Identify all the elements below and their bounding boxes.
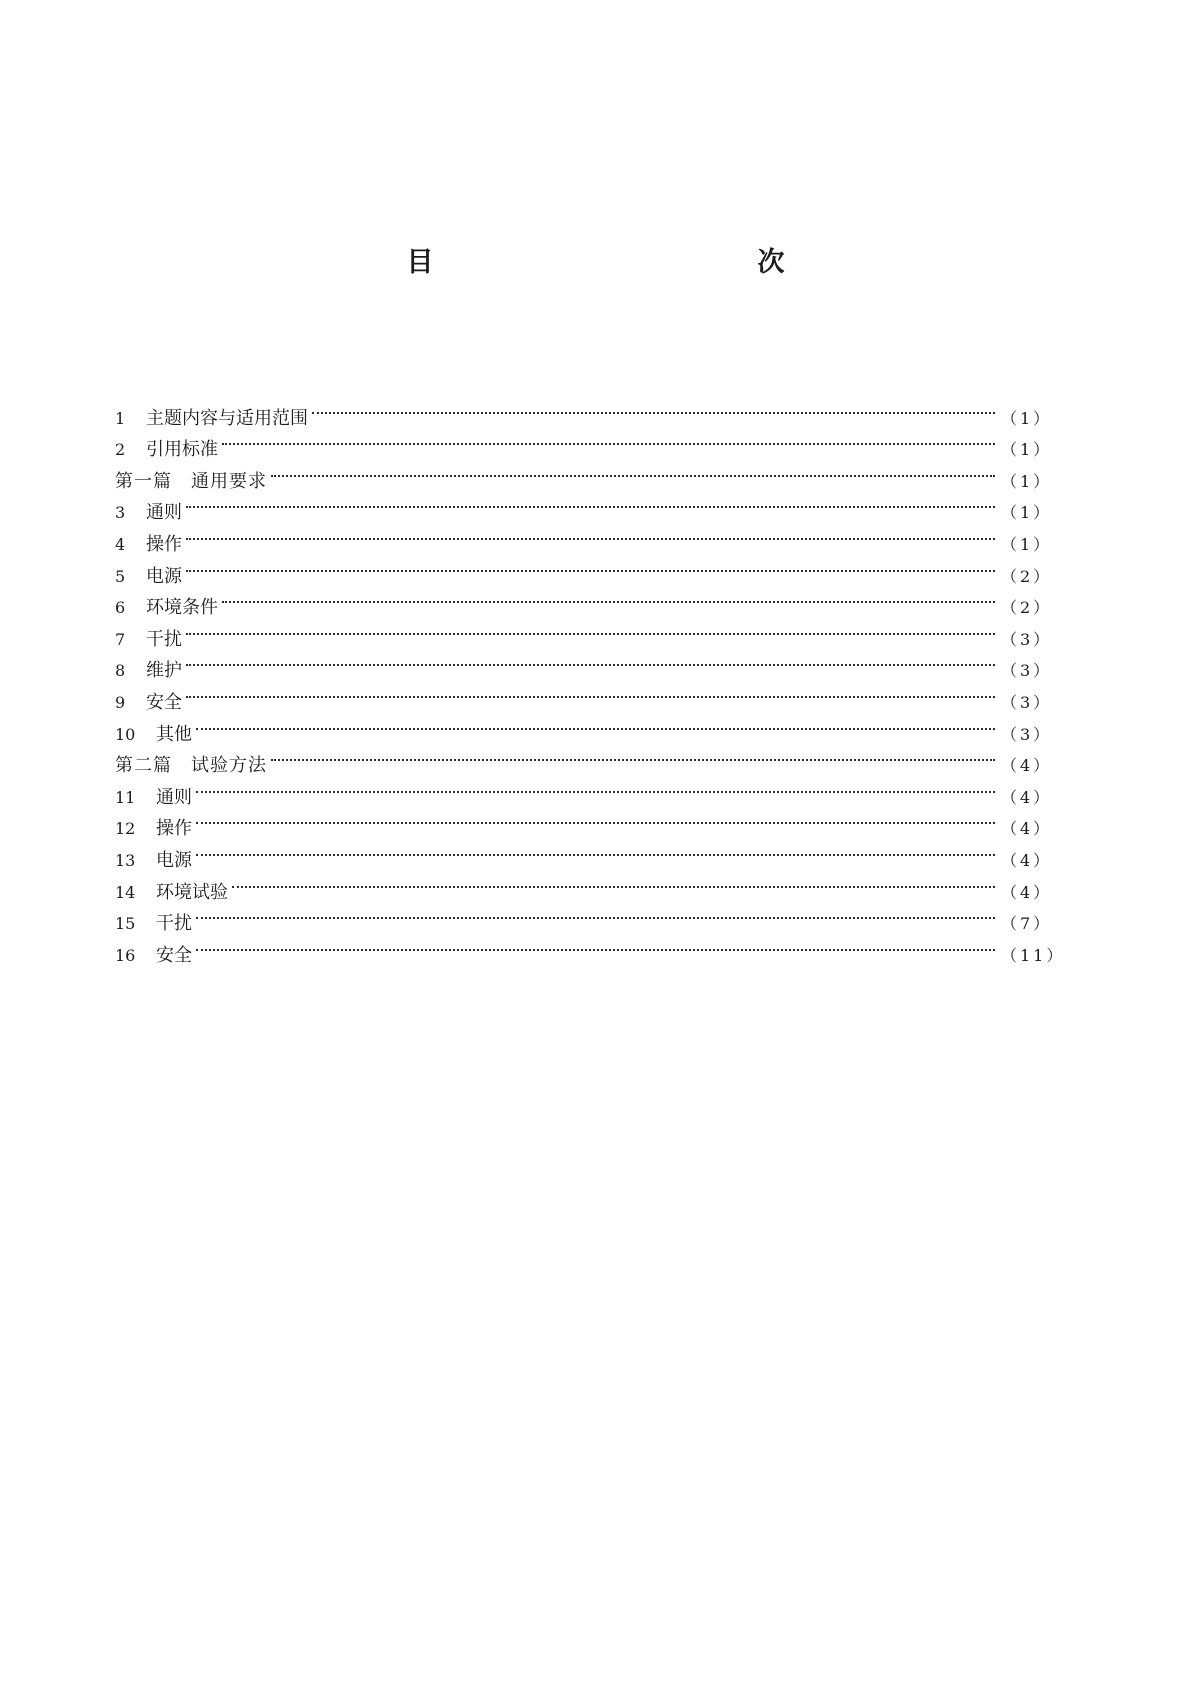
- toc-entry-title: 主题内容与适用范围: [146, 407, 308, 429]
- toc-entry-number: 11: [115, 787, 136, 807]
- toc-entry-number: 7: [115, 629, 126, 649]
- toc-page-number: （2）: [1001, 566, 1053, 586]
- toc-entry: [115, 676, 1053, 713]
- toc-entry: [115, 645, 1053, 682]
- toc-page-number: （3）: [1001, 661, 1053, 681]
- toc-page-number: （2）: [1001, 598, 1053, 618]
- dot-leader: [186, 487, 995, 519]
- dot-leader: [271, 455, 995, 487]
- toc-entry: [115, 424, 1053, 461]
- toc-page-number: （3）: [1001, 724, 1053, 744]
- toc-entry-number: 2: [115, 440, 126, 460]
- toc-entry: [115, 708, 1053, 745]
- toc-entry: [115, 550, 1053, 587]
- toc-entry: [115, 518, 1053, 555]
- toc-page-number: （7）: [1001, 914, 1053, 934]
- dot-leader: [186, 645, 995, 677]
- toc-entry-number: 10: [115, 724, 136, 744]
- toc-page-number: （1）: [1001, 408, 1053, 428]
- toc-entry-number: 8: [115, 661, 126, 681]
- toc-entry-title: 操作: [146, 533, 182, 555]
- toc-entry-title: 安全: [146, 691, 182, 713]
- toc-entry-number: 14: [115, 882, 136, 902]
- dot-leader: [196, 803, 995, 835]
- toc-entry: [115, 487, 1053, 524]
- toc-page-number: （3）: [1001, 629, 1053, 649]
- toc-entry-number: 3: [115, 503, 126, 523]
- toc-page-number: （1）: [1001, 471, 1053, 491]
- toc-page-number: （3）: [1001, 692, 1053, 712]
- toc-entry-title: 通则: [156, 786, 192, 808]
- toc-page-number: （1）: [1001, 534, 1053, 554]
- toc-entry-title: 引用标准: [146, 439, 218, 461]
- toc-entry-number: 4: [115, 534, 126, 554]
- dot-leader: [196, 929, 995, 961]
- toc-entry-number: 1: [115, 408, 126, 428]
- dot-leader: [232, 866, 995, 898]
- toc-entry-title: 操作: [156, 818, 192, 840]
- toc-entry: [115, 803, 1053, 840]
- toc-page-number: （4）: [1001, 756, 1053, 776]
- toc-page-number: （4）: [1001, 787, 1053, 807]
- dot-leader: [186, 676, 995, 708]
- toc-entry-number: 12: [115, 819, 136, 839]
- table-of-contents: [115, 392, 1066, 966]
- toc-entry-title: 通则: [146, 502, 182, 524]
- toc-entry-number: 6: [115, 598, 126, 618]
- dot-leader: [222, 582, 995, 614]
- dot-leader: [186, 518, 995, 550]
- dot-leader: [222, 424, 995, 456]
- toc-entry: [115, 929, 1066, 966]
- dot-leader: [186, 613, 995, 645]
- toc-entry: [115, 582, 1053, 619]
- toc-entry: [115, 834, 1053, 871]
- toc-entry-number: 16: [115, 945, 136, 965]
- toc-entry: [115, 455, 1053, 492]
- toc-page-number: （11）: [1001, 945, 1066, 965]
- toc-page-number: （4）: [1001, 819, 1053, 839]
- toc-entry-title: 干扰: [146, 628, 182, 650]
- toc-entry-title: 其他: [156, 723, 192, 745]
- dot-leader: [196, 771, 995, 803]
- toc-entry-title: 环境试验: [156, 881, 228, 903]
- toc-entry-number: 5: [115, 566, 126, 586]
- dot-leader: [271, 740, 995, 772]
- toc-entry-title: 干扰: [156, 913, 192, 935]
- dot-leader: [196, 708, 995, 740]
- toc-entry-number: 15: [115, 914, 136, 934]
- toc-entry-title: 维护: [146, 660, 182, 682]
- dot-leader: [312, 392, 995, 424]
- toc-entry-title: 电源: [156, 849, 192, 871]
- toc-entry: [115, 740, 1053, 777]
- page-title: 目 次: [406, 247, 875, 278]
- toc-entry-title: 电源: [146, 565, 182, 587]
- dot-leader: [186, 550, 995, 582]
- toc-page-number: （4）: [1001, 850, 1053, 870]
- dot-leader: [196, 834, 995, 866]
- toc-entry-number: 9: [115, 692, 126, 712]
- toc-entry: [115, 613, 1053, 650]
- toc-page-number: （1）: [1001, 503, 1053, 523]
- toc-entry-number: 13: [115, 850, 136, 870]
- toc-entry: [115, 898, 1053, 935]
- dot-leader: [196, 898, 995, 930]
- toc-part-heading: 第一篇 通用要求: [115, 470, 267, 492]
- toc-entry: [115, 392, 1053, 429]
- toc-entry: [115, 771, 1053, 808]
- toc-page-number: （1）: [1001, 440, 1053, 460]
- toc-entry: [115, 866, 1053, 903]
- toc-page-number: （4）: [1001, 882, 1053, 902]
- toc-entry-title: 环境条件: [146, 597, 218, 619]
- toc-part-heading: 第二篇 试验方法: [115, 755, 267, 777]
- toc-entry-title: 安全: [156, 944, 192, 966]
